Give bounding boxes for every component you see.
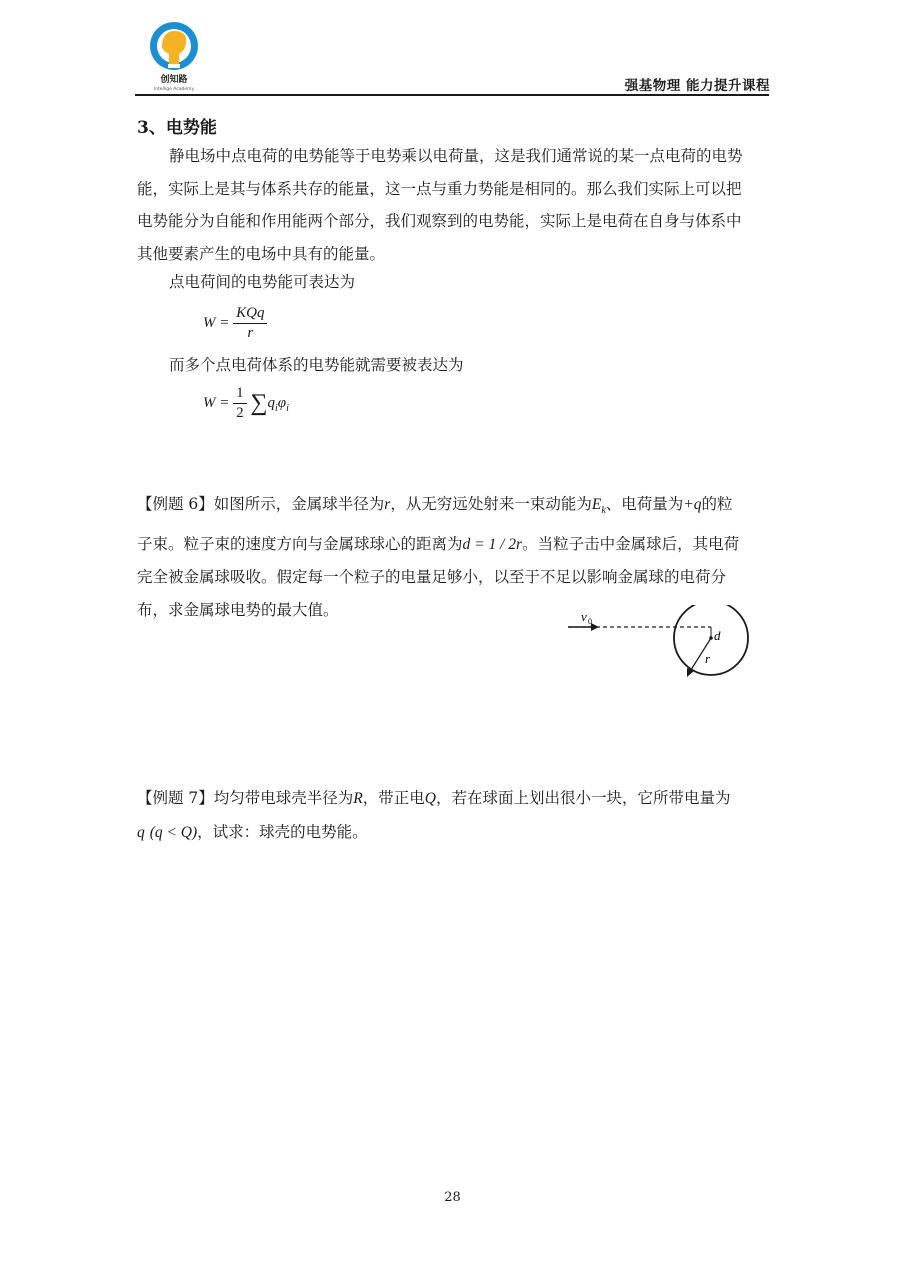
paragraph-formula-intro: 点电荷间的电势能可表达为 — [169, 273, 356, 291]
svg-text:创知路: 创知路 — [160, 75, 188, 85]
fraction-denominator: r — [247, 325, 254, 341]
paragraph-line: 电势能分为自能和作用能两个部分，我们观察到的电势能，实际上是电荷在自身与体系中 — [137, 212, 742, 230]
example-line — [137, 528, 777, 562]
example-line — [137, 782, 777, 816]
example-text: ，若在球面上划出很小一块，它所带电量为 — [435, 789, 731, 807]
formula-fraction — [233, 305, 267, 342]
formula-lhs: W = — [203, 394, 230, 411]
label-v0: v — [581, 609, 587, 624]
symbol-plus-q: +q — [683, 496, 702, 513]
fraction-numerator: 1 — [233, 385, 247, 404]
velocity-arrow-head — [591, 623, 599, 631]
example-text: 【例题 6】如图所示，金属球半径为 — [137, 495, 385, 513]
sum-symbol: ∑ — [250, 390, 268, 416]
formula-lhs: W = — [203, 314, 230, 331]
symbol-d-expression: d = 1 / 2r — [462, 535, 523, 553]
logo — [146, 20, 202, 92]
fraction-numerator: KQq — [233, 305, 267, 324]
example-7 — [137, 782, 777, 849]
formula-subscript: i — [286, 402, 289, 414]
example-line: 布，求金属球电势的最大值。 — [137, 600, 339, 619]
formula-subscript: i — [274, 402, 278, 414]
formula-fraction — [233, 385, 247, 422]
example-text: 子束。粒子束的速度方向与金属球球心的距离为 — [137, 534, 463, 553]
example-text: ，试求：球壳的电势能。 — [197, 822, 368, 841]
fraction-denominator: 2 — [236, 405, 244, 421]
label-d: d — [714, 628, 721, 643]
example-text: 【例题 7】均匀带电球壳半径为 — [137, 789, 354, 807]
example-text: 、电荷量为 — [605, 495, 684, 513]
sphere-beam-diagram — [565, 605, 755, 685]
formula-term-q: q — [267, 394, 275, 411]
label-r: r — [705, 651, 711, 666]
paragraph-line: 其他要素产生的电场中具有的能量。 — [137, 244, 386, 263]
example-text: 的粒 — [701, 495, 733, 513]
paragraph-multi-charge: 而多个点电荷体系的电势能就需要被表达为 — [169, 356, 464, 374]
formula-system-energy — [203, 385, 289, 422]
example-line — [137, 816, 777, 850]
section-title: 3、电势能 — [137, 118, 217, 138]
svg-text:Intellige Academy: Intellige Academy — [153, 87, 195, 92]
symbol-ek: E — [591, 496, 602, 513]
condition-q-less-Q: (q < Q) — [149, 823, 198, 841]
page-number: 28 — [444, 1190, 461, 1205]
example-text: ，从无穷远处射来一束动能为 — [390, 495, 592, 513]
symbol-q: q — [137, 823, 145, 841]
example-text: 。当粒子击中金属球后，其电荷 — [522, 534, 740, 553]
label-v0-subscript: 0 — [588, 617, 592, 626]
header-divider — [135, 94, 769, 96]
symbol-Q: Q — [424, 790, 436, 807]
formula-point-charge-energy — [203, 305, 267, 342]
paragraph-intro — [137, 140, 777, 270]
symbol-r: r — [384, 496, 391, 513]
paragraph-line: 静电场中点电荷的电势能等于电势乘以电荷量，这是我们通常说的某一点电荷的电势 — [169, 147, 743, 165]
paragraph-line: 能，实际上是其与体系共存的能量，这一点与重力势能是相同的。那么我们实际上可以把 — [137, 179, 742, 198]
metal-sphere — [674, 605, 748, 675]
symbol-subscript: k — [601, 505, 606, 517]
symbol-R: R — [353, 790, 363, 807]
example-line — [137, 488, 777, 528]
example-line: 完全被金属球吸收。假定每一个粒子的电量足够小，以至于不足以影响金属球的电荷分 — [137, 568, 727, 587]
header-title: 强基物理 能力提升课程 — [624, 78, 770, 94]
formula-term-phi: φ — [277, 394, 287, 411]
example-text: ，带正电 — [362, 789, 425, 807]
